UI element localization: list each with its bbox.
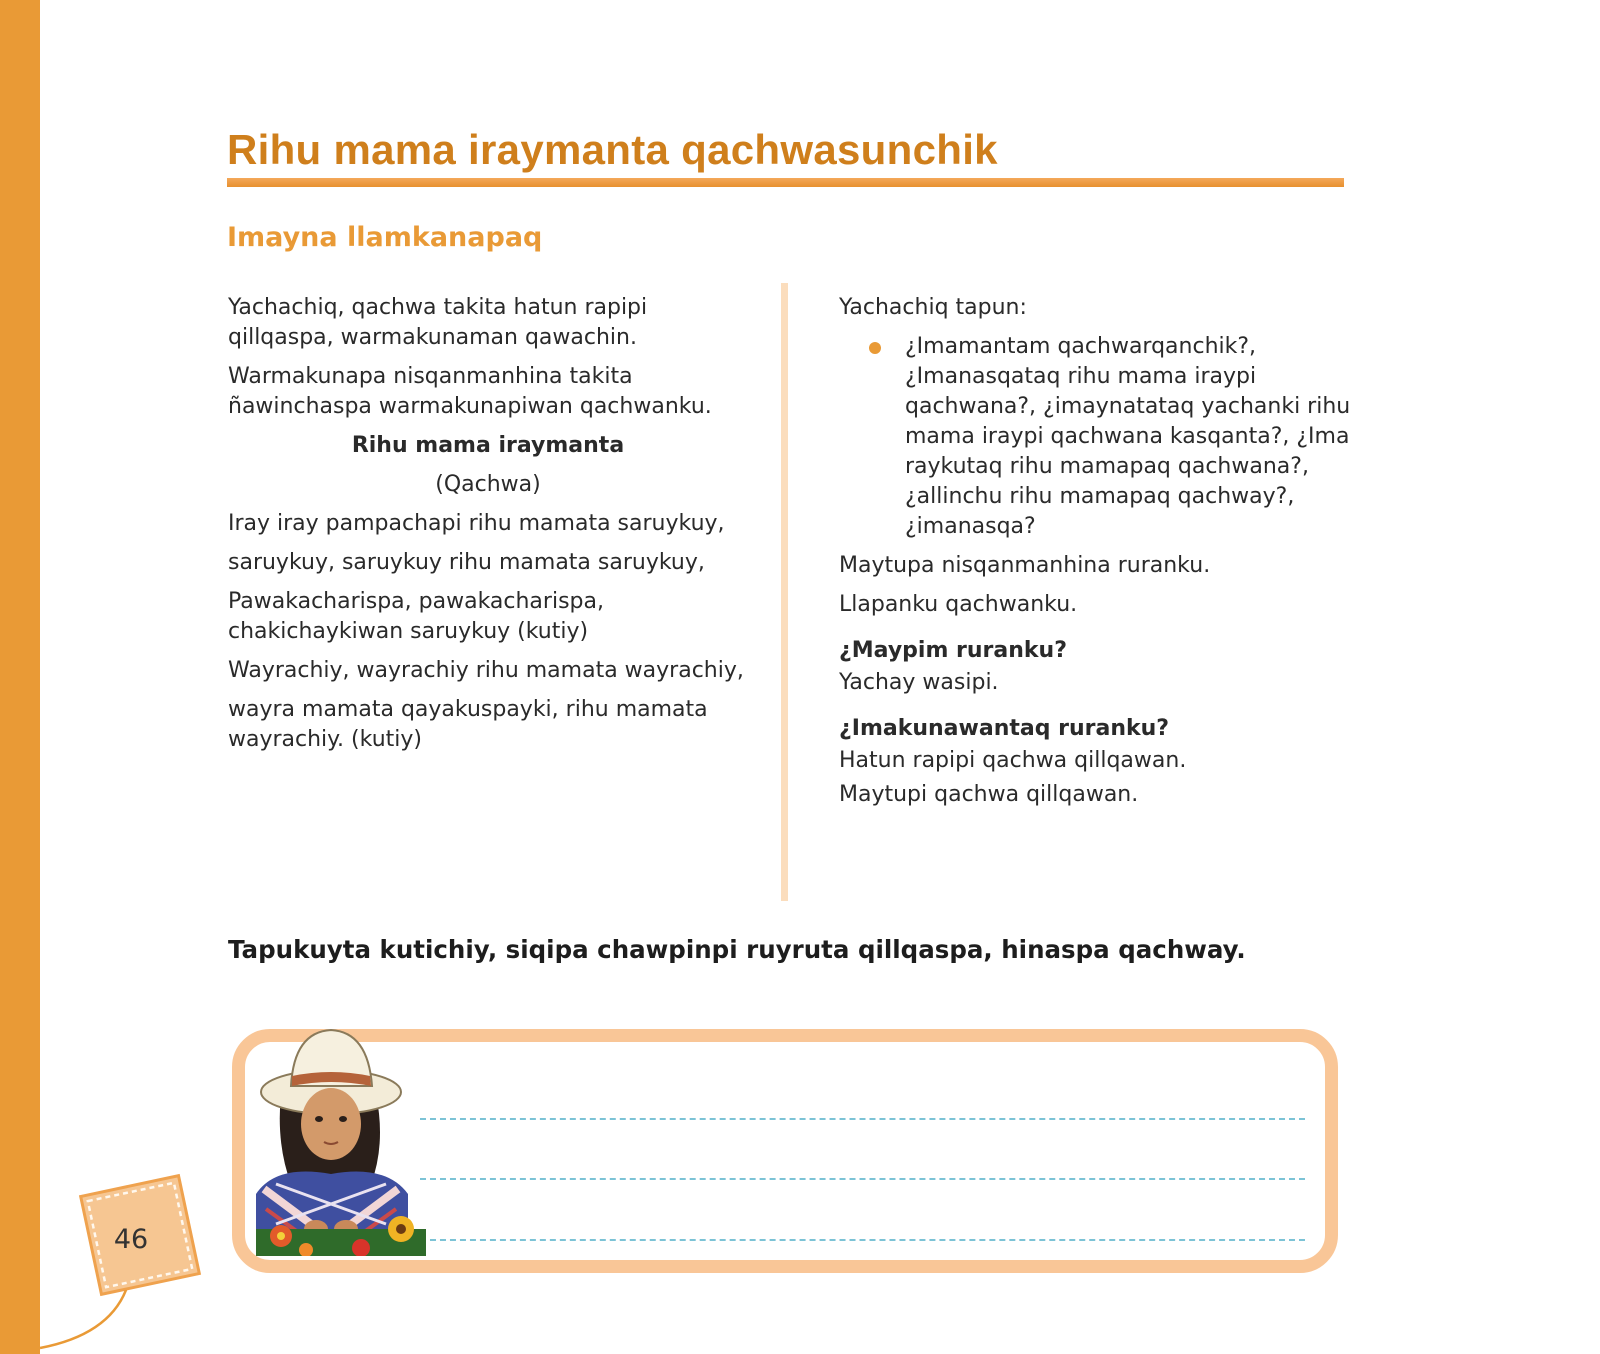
activity-line-1: Maytupa nisqanmanhina ruranku. <box>839 553 1211 578</box>
intro-paragraph-1: Yachachiq, qachwa takita hatun rapipi qillqaspa, warmakunaman qawachin. <box>228 295 648 350</box>
activity-line-2: Llapanku qachwanku. <box>839 592 1078 617</box>
question-where: ¿Maypim ruranku? <box>839 638 1067 663</box>
song-verse-1: Iray iray pampachapi rihu mamata saruykuy, <box>228 511 725 536</box>
task-instruction: Tapukuyta kutichiy, siqipa chawpinpi ruyruta qillqaspa, hinaspa qachway. <box>228 935 1246 964</box>
song-type: (Qachwa) <box>435 472 541 497</box>
answer-with-1: Hatun rapipi qachwa qillqawan. <box>839 748 1187 773</box>
answer-where: Yachay wasipi. <box>839 670 999 695</box>
title-underline <box>227 178 1344 187</box>
answer-line-1[interactable] <box>420 1118 1305 1120</box>
kite-string <box>38 1290 128 1354</box>
bullet-dot-icon <box>869 342 881 354</box>
song-verse-5: wayra mamata qayakuspayki, rihu mamata wayrachiy. (kutiy) <box>228 697 708 752</box>
child-with-hat-illustration <box>236 1024 426 1256</box>
song-verse-2: saruykuy, saruykuy rihu mamata saruykuy, <box>228 550 705 575</box>
question-list <box>839 332 1359 542</box>
page-number: 46 <box>113 1224 149 1255</box>
column-divider <box>781 283 788 901</box>
side-color-bar <box>0 0 40 1354</box>
answer-line-2[interactable] <box>420 1178 1305 1180</box>
right-column <box>839 293 1359 814</box>
intro-paragraph-2: Warmakunapa nisqanmanhina takita ñawinchaspa warmakunapiwan qachwanku. <box>228 364 712 419</box>
song-title: Rihu mama iraymanta <box>351 433 625 458</box>
list-item <box>905 332 1359 542</box>
teacher-asks: Yachachiq tapun: <box>839 295 1027 320</box>
left-column <box>228 293 748 764</box>
song-verse-4: Wayrachiy, wayrachiy rihu mamata wayrachiy, <box>228 658 744 683</box>
answer-line-3[interactable] <box>420 1239 1305 1241</box>
page-title: Rihu mama iraymanta qachwasunchik <box>227 126 998 173</box>
question-with-what: ¿Imakunawantaq ruranku? <box>839 716 1170 741</box>
song-verse-3: Pawakacharispa, pawakacharispa, chakichaykiwan saruykuy (kutiy) <box>228 589 604 644</box>
question-text: ¿Imamantam qachwarqanchik?, ¿Imanasqataq rihu mama iraypi qachwana?, ¿imaynatataq yachanki rihu mama iraypi qachwana kasqanta?, ¿Ima raykutaq rihu mamapaq qachwana?, ¿allinchu rihu mamapaq qachway?, ¿imanasqa? <box>905 334 1351 539</box>
answer-with-2: Maytupi qachwa qillqawan. <box>839 782 1139 807</box>
section-subtitle: Imayna llamkanapaq <box>227 222 543 253</box>
